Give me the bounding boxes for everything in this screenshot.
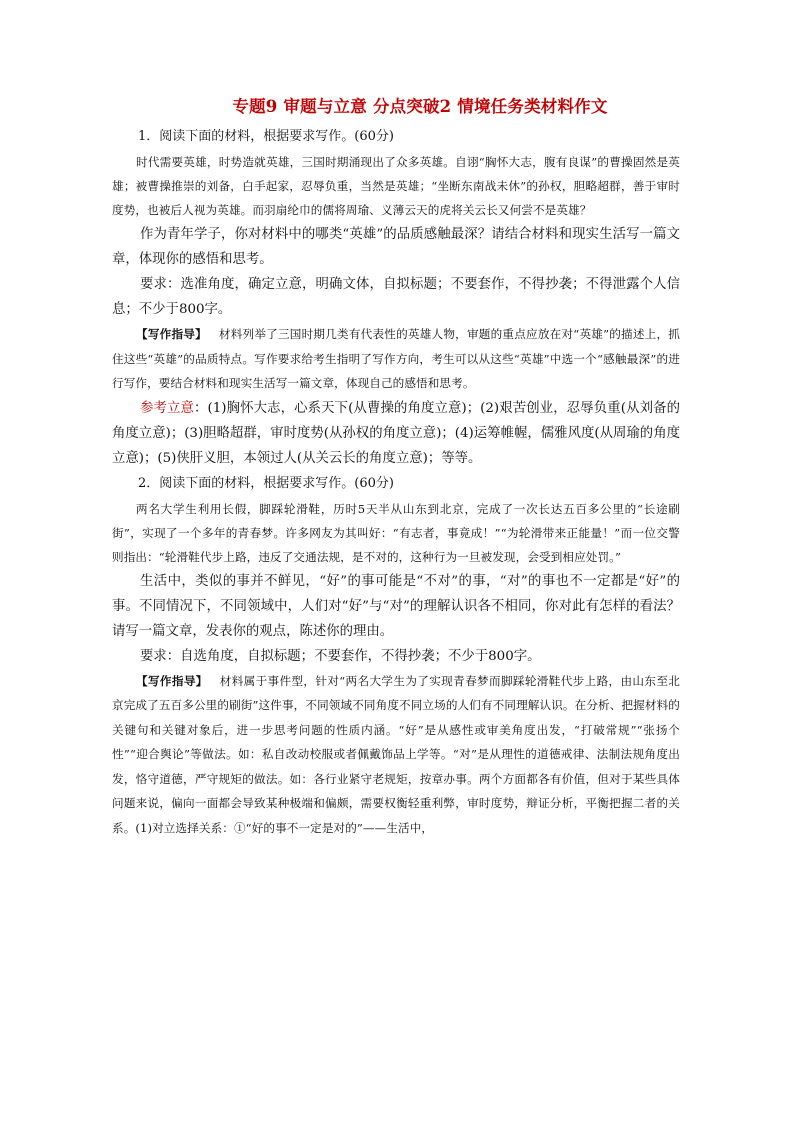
guide-text: 材料属于事件型，针对“两名大学生为了实现青春梦而脚踩轮滑鞋代步上路，由山东至北京完成了五百多公里的刷街”这件事，不同领域不同角度不同立场的人们有不同理解认识。在分析、把握材料的关键句和关键对象后，进一步思考问题的性质内涵。“好”是从感性或审美角度出发，“打破常规”“张扬个性”“迎合舆论”等做法。如：私自改动校服或者佩戴饰品上学等。“对”是从理性的道德戒律、法制法规角度出发，恪守道德，严守规矩的做法。如：各行业紧守老规矩，按章办事。两个方面都各有价值，但对于某些具体问题来说，偏向一面都会导致某种极端和偏颇，需要权衡轻重利弊，审时度势，辩证分析，平衡把握二者的关系。(1)对立选择关系：①“好的事不一定是对的”——生活中， bbox=[112, 673, 680, 835]
page-title: 专题9 审题与立意 分点突破2 情境任务类材料作文 bbox=[232, 97, 608, 116]
question-2-prompt: 2．阅读下面的材料，根据要求写作。(60分) bbox=[138, 475, 394, 491]
question-1-task: 作为青年学子，你对材料中的哪类“英雄”的品质感触最深？请结合材料和现实生活写一篇文章，体现你的感悟和思考。 bbox=[112, 227, 680, 267]
question-1-guide bbox=[112, 322, 680, 396]
question-1-material: 时代需要英雄，时势造就英雄，三国时期涌现出了众多英雄。自诩“胸怀大志，腹有良谋”的曹操固然是英雄；被曹操推崇的刘备，白手起家，忍辱负重，当然是英雄；“坐断东南战未休”的孙权，胆略超群，善于审时度势，也被后人视为英雄。而羽扇纶巾的儒将周瑜、义薄云天的虎将关云长又何尝不是英雄？ bbox=[112, 155, 680, 217]
question-1-reference bbox=[112, 396, 680, 471]
question-2-requirements: 要求：自选角度，自拟标题；不要套作，不得抄袭；不少于800字。 bbox=[140, 648, 541, 664]
question-1-requirements: 要求：选准角度，确定立意，明确文体，自拟标题；不要套作，不得抄袭；不得泄露个人信息；不少于800字。 bbox=[112, 277, 680, 317]
guide-tag: 【写作指导】 bbox=[136, 327, 207, 341]
question-2-material: 两名大学生利用长假，脚踩轮滑鞋，历时5天半从山东到北京，完成了一次长达五百多公里的“长途刷街”，实现了一个多年的青春梦。许多网友为其叫好：“有志者，事竟成！”“为轮滑带来正能量！”而一位交警则指出：“轮滑鞋代步上路，违反了交通法规，是不对的，这种行为一旦被发现，会受到相应处罚。” bbox=[112, 501, 680, 564]
guide-tag: 【写作指导】 bbox=[136, 673, 208, 688]
question-2-task: 生活中，类似的事并不鲜见，“好”的事可能是“不对”的事，“对”的事也不一定都是“好”的事。不同情况下，不同领域中，人们对“好”与“对”的理解认识各不相同，你对此有怎样的看法？请写一篇文章，发表你的观点，陈述你的理由。 bbox=[112, 573, 680, 639]
question-1-prompt: 1．阅读下面的材料，根据要求写作。(60分) bbox=[138, 129, 394, 144]
document-page bbox=[112, 96, 680, 840]
reference-text: ：(1)胸怀大志，心系天下(从曹操的角度立意)；(2)艰苦创业，忍辱负重(从刘备的角度立意)；(3)胆略超群，审时度势(从孙权的角度立意)；(4)运筹帷幄，儒雅风度(从周瑜的角度立意)；(5)侠肝义胆，本领过人(从关云长的角度立意)；等等。 bbox=[112, 400, 681, 466]
question-2-guide bbox=[112, 669, 680, 841]
reference-tag: 参考立意 bbox=[140, 400, 195, 416]
guide-text: 材料列举了三国时期几类有代表性的英雄人物，审题的重点应放在对“英雄”的描述上，抓住这些“英雄”的品质特点。写作要求给考生指明了写作方向，考生可以从这些“英雄”中选一个“感触最深”的进行写作，要结合材料和现实生活写一篇文章，体现自己的感悟和思考。 bbox=[112, 327, 680, 390]
